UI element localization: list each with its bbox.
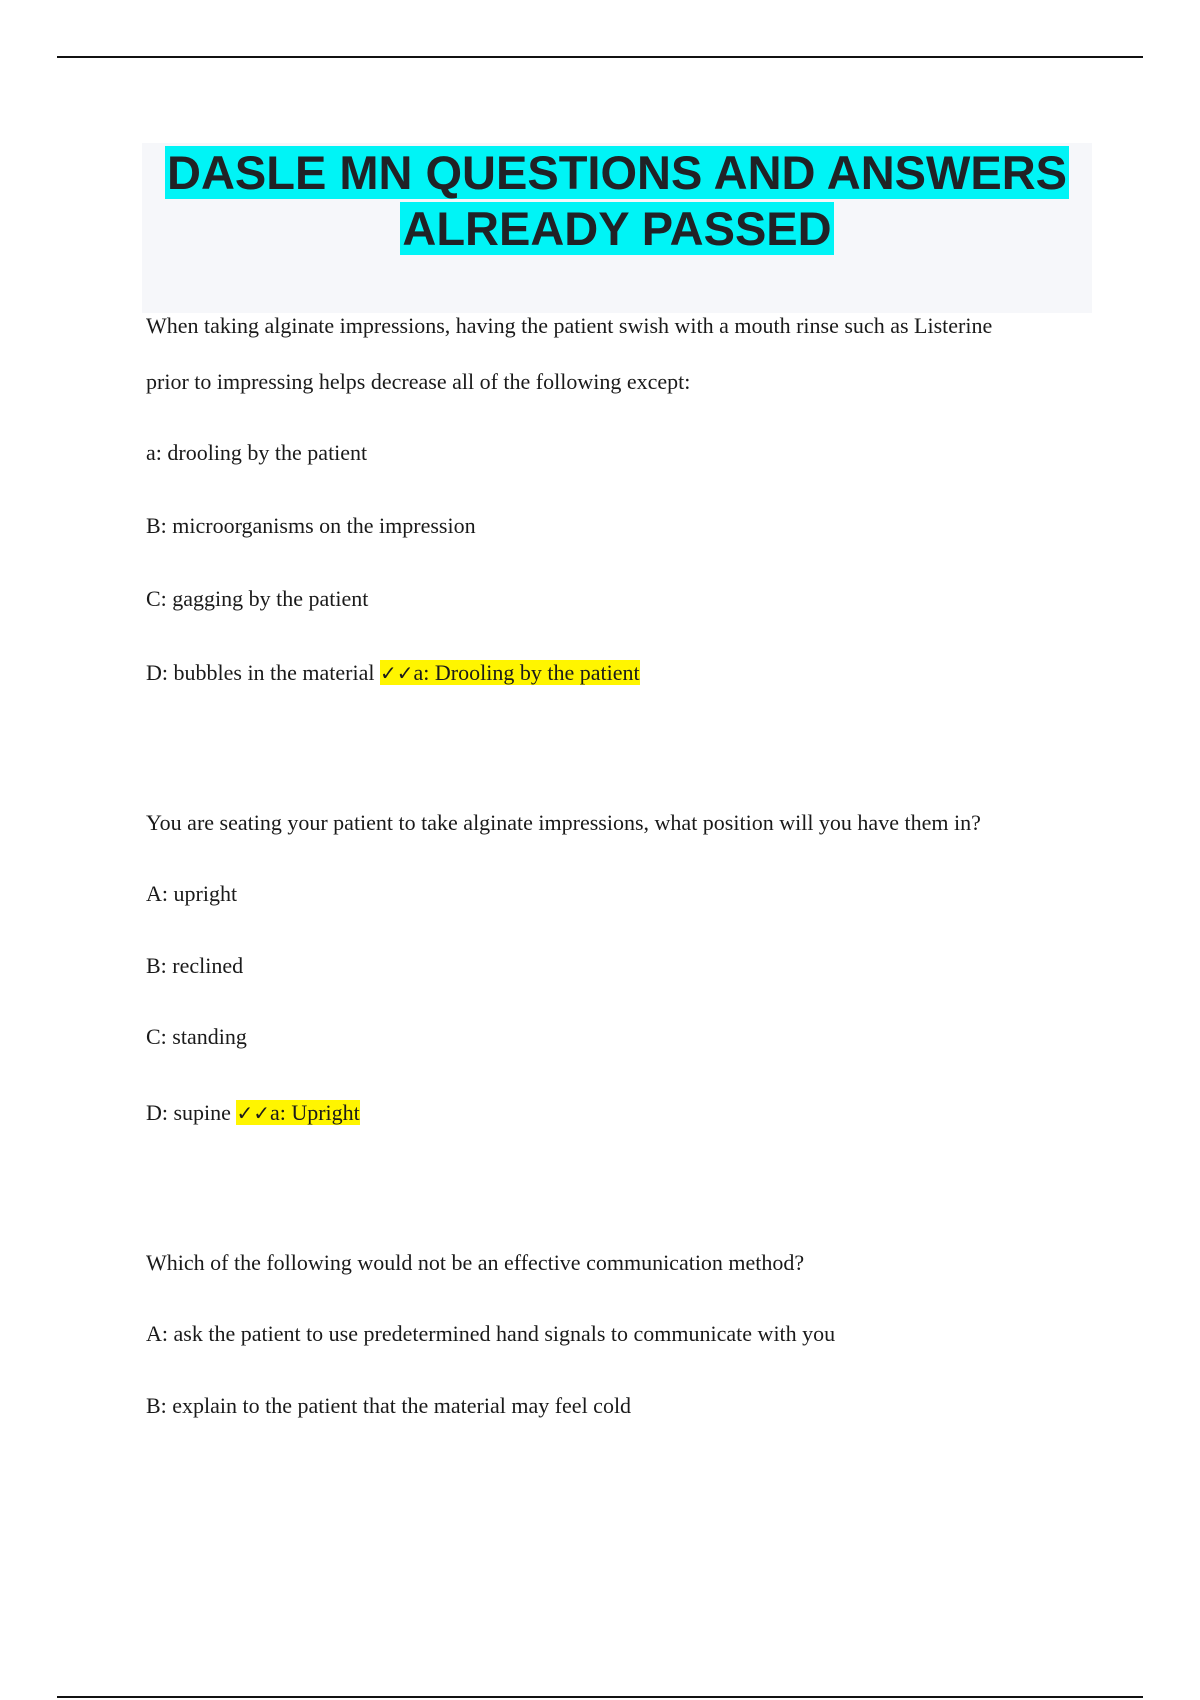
question-3-option-a: A: ask the patient to use predetermined hand signals to communicate with you	[146, 1321, 836, 1346]
question-1-option-d-label: D: bubbles in the material	[146, 660, 380, 685]
page-title	[142, 145, 1092, 257]
top-rule	[57, 56, 1143, 58]
question-2-option-d-label: D: supine	[146, 1100, 237, 1125]
question-2-answer-text: a: Upright	[269, 1100, 360, 1125]
question-1-prompt-line-1: When taking alginate impressions, having the patient swish with a mouth rinse such as Listerine	[146, 313, 993, 338]
question-1-answer	[380, 660, 640, 685]
question-1-option-a: a: drooling by the patient	[146, 440, 368, 465]
question-2-prompt: You are seating your patient to take alginate impressions, what position will you have them in?	[146, 810, 981, 835]
question-3-option-b: B: explain to the patient that the material may feel cold	[146, 1393, 632, 1418]
question-2-option-a: A: upright	[146, 881, 238, 906]
check-icon: ✓✓	[380, 661, 414, 685]
question-1-option-d	[146, 659, 640, 687]
question-2-option-b: B: reclined	[146, 953, 244, 978]
question-2-option-c: C: standing	[146, 1024, 247, 1049]
bottom-rule	[57, 1696, 1143, 1698]
question-1-option-c: C: gagging by the patient	[146, 586, 369, 611]
check-icon: ✓✓	[236, 1101, 270, 1125]
title-line-1: DASLE MN QUESTIONS AND ANSWERS	[167, 146, 1067, 199]
question-2-option-d	[146, 1099, 360, 1127]
question-3-prompt: Which of the following would not be an effective communication method?	[146, 1250, 805, 1275]
question-2-answer	[236, 1100, 359, 1125]
question-1-option-b: B: microorganisms on the impression	[146, 513, 476, 538]
question-1-prompt-line-2: prior to impressing helps decrease all of the following except:	[146, 369, 691, 394]
question-1-answer-text: a: Drooling by the patient	[413, 660, 640, 685]
title-line-2: ALREADY PASSED	[402, 202, 832, 255]
